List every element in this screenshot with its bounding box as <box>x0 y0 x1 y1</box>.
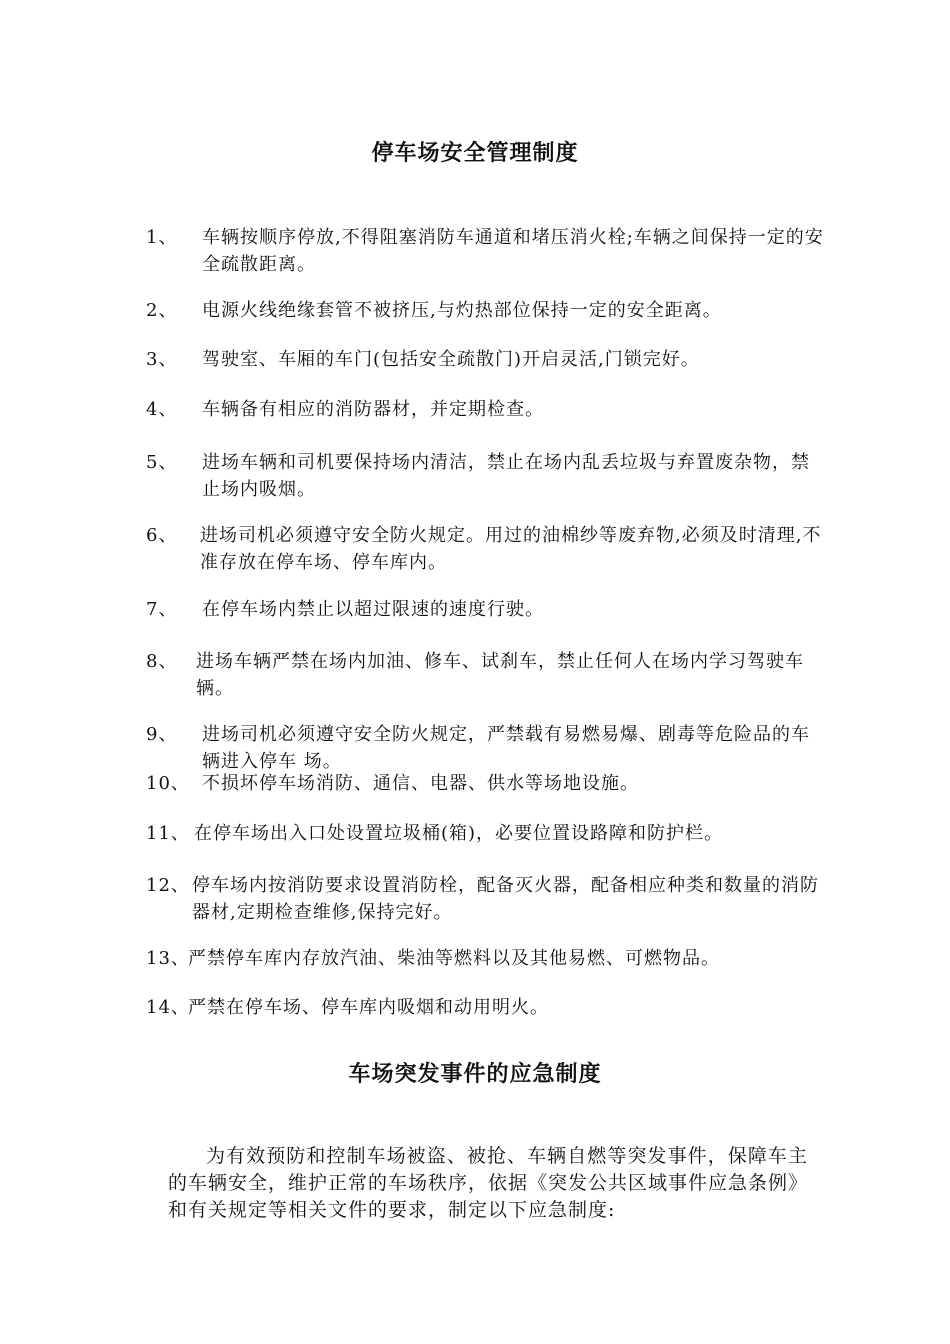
rule-text: 严禁停车库内存放汽油、柴油等燃料以及其他易燃、可燃物品。 <box>188 948 720 969</box>
intro-paragraph: 为有效预防和控制车场被盗、被抢、车辆自燃等突发事件，保障车主的车辆安全，维护正常的车场秩序，依据《突发公共区域事件应急条例》和有关规定等相关文件的要求，制定以下应急制度: <box>168 1145 809 1221</box>
rule-text: 在停车场出入口处设置垃圾桶(箱)，必要位置设路障和防护栏。 <box>194 823 724 844</box>
section-title: 车场突发事件的应急制度 <box>348 1062 602 1087</box>
rule-text: 进场车辆严禁在场内加油、修车、试刹车，禁止任何人在场内学习驾驶车辆。 <box>196 651 804 699</box>
rule-text: 电源火线绝缘套管不被挤压,与灼热部位保持一定的安全距离。 <box>202 300 722 321</box>
rule-number: 13、 <box>146 948 190 969</box>
rule-number: 1、 <box>146 227 178 248</box>
rule-number: 4、 <box>146 399 178 420</box>
rule-text: 进场车辆和司机要保持场内清洁，禁止在场内乱丢垃圾与弃置废杂物，禁止场内吸烟。 <box>202 452 810 500</box>
rule-text: 进场司机必须遵守安全防火规定。用过的油棉纱等废弃物,必须及时清理,不准存放在停车场、停车库内。 <box>200 525 822 573</box>
rule-text: 不损坏停车场消防、通信、电器、供水等场地设施。 <box>202 773 639 794</box>
rule-text: 车辆按顺序停放,不得阻塞消防车通道和堵压消火栓;车辆之间保持一定的安全疏散距离。 <box>202 227 824 275</box>
rule-number: 9、 <box>146 724 178 745</box>
rule-number: 14、 <box>146 997 190 1018</box>
rule-number: 11、 <box>146 823 190 844</box>
rule-text: 在停车场内禁止以超过限速的速度行驶。 <box>202 599 544 620</box>
rule-number: 10、 <box>146 773 190 794</box>
rule-text: 车辆备有相应的消防器材，并定期检查。 <box>202 399 544 420</box>
rule-number: 12、 <box>146 875 190 896</box>
rule-text: 驾驶室、车厢的车门(包括安全疏散门)开启灵活,门锁完好。 <box>202 349 700 370</box>
rule-number: 2、 <box>146 300 178 321</box>
rule-number: 8、 <box>146 651 178 672</box>
rule-text: 严禁在停车场、停车库内吸烟和动用明火。 <box>188 997 549 1018</box>
rule-text: 进场司机必须遵守安全防火规定，严禁载有易燃易爆、剧毒等危险品的车辆进入停车 场。 <box>202 724 810 772</box>
rule-number: 7、 <box>146 599 178 620</box>
rule-number: 6、 <box>146 525 178 546</box>
rule-number: 5、 <box>146 452 178 473</box>
rule-text: 停车场内按消防要求设置消防栓，配备灭火器，配备相应种类和数量的消防器材,定期检查维修,保持完好。 <box>192 875 819 923</box>
rule-number: 3、 <box>146 349 178 370</box>
page-title: 停车场安全管理制度 <box>371 141 579 166</box>
